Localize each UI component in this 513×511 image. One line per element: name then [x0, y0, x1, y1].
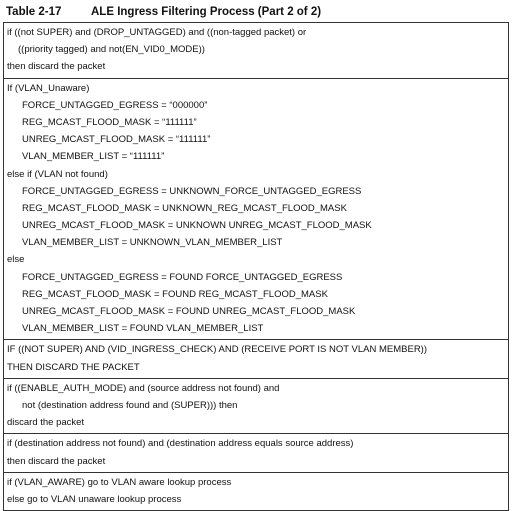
code-line: UNREG_MCAST_FLOOD_MASK = FOUND UNREG_MCAST_FLOOD_MASK	[22, 306, 356, 317]
code-line: discard the packet	[7, 417, 85, 429]
code-line: then discard the packet	[7, 455, 106, 467]
code-line: REG_MCAST_FLOOD_MASK = UNKNOWN_REG_MCAST_FLOOD_MASK	[22, 202, 347, 214]
code-line: FORCE_UNTAGGED_EGRESS = UNKNOWN_FORCE_UNTAGGED_EGRESS	[22, 185, 362, 197]
code-line: IF ((NOT SUPER) AND (VID_INGRESS_CHECK) AND (RECEIVE PORT IS NOT VLAN MEMBER))	[7, 344, 428, 356]
code-line: if ((ENABLE_AUTH_MODE) and (source address not found) and	[7, 382, 280, 394]
code-line: if ((not SUPER) and (DROP_UNTAGGED) and ((non-tagged packet) or	[7, 27, 307, 38]
table-row	[4, 378, 508, 434]
code-line: else if (VLAN not found)	[7, 168, 108, 180]
table-row	[4, 472, 508, 510]
table-row	[4, 339, 508, 377]
code-line: if (destination address not found) and (destination address equals source address)	[7, 438, 354, 450]
code-line: UNREG_MCAST_FLOOD_MASK = UNKNOWN UNREG_MCAST_FLOOD_MASK	[22, 220, 372, 232]
table-row	[4, 23, 508, 78]
code-line: FORCE_UNTAGGED_EGRESS = FOUND FORCE_UNTAGGED_EGRESS	[22, 271, 343, 283]
code-line: UNREG_MCAST_FLOOD_MASK = “111111”	[22, 134, 211, 146]
code-line: else	[7, 254, 25, 266]
code-line: ((priority tagged) and not(EN_VID0_MODE))	[18, 44, 205, 56]
code-line: FORCE_UNTAGGED_EGRESS = “000000”	[22, 99, 208, 111]
code-line: REG_MCAST_FLOOD_MASK = “111111”	[22, 116, 197, 128]
pseudocode-table	[3, 22, 509, 511]
code-line: then discard the packet	[7, 61, 106, 73]
table-caption	[6, 2, 321, 22]
code-line: VLAN_MEMBER_LIST = UNKNOWN_VLAN_MEMBER_LIST	[22, 237, 283, 249]
code-line: THEN DISCARD THE PACKET	[7, 361, 140, 373]
code-line: REG_MCAST_FLOOD_MASK = FOUND REG_MCAST_FLOOD_MASK	[22, 288, 328, 300]
code-line: VLAN_MEMBER_LIST = “111111”	[22, 151, 165, 163]
table-title: ALE Ingress Filtering Process (Part 2 of 2)	[91, 6, 322, 18]
code-line: else go to VLAN unaware lookup process	[7, 493, 182, 505]
code-line: if (VLAN_AWARE) go to VLAN aware lookup process	[7, 476, 232, 488]
table-row	[4, 78, 508, 340]
table-row	[4, 433, 508, 471]
code-line: not (destination address found and (SUPER))) then	[22, 399, 238, 411]
code-line: VLAN_MEMBER_LIST = FOUND VLAN_MEMBER_LIST	[22, 323, 264, 335]
code-line: If (VLAN_Unaware)	[7, 82, 90, 94]
table-number: Table 2-17	[6, 6, 62, 18]
